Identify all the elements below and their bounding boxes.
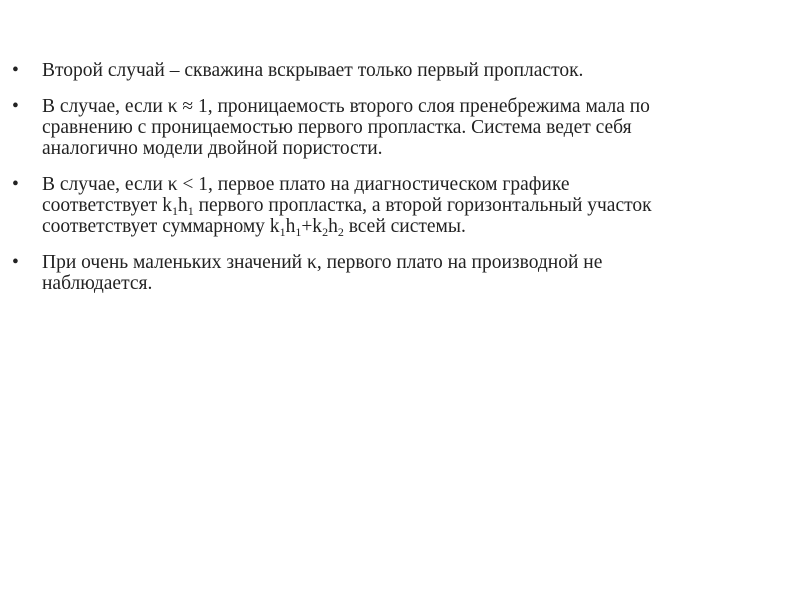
bullet-marker: • — [12, 96, 19, 117]
bullet-item — [12, 96, 782, 159]
text-run: соответствует k — [42, 195, 172, 216]
bullet-marker: • — [12, 252, 19, 273]
bullet-text-line — [42, 96, 782, 117]
subscript: 1 — [295, 225, 302, 239]
bullet-text-line — [42, 60, 782, 81]
text-run: В случае, если κ ≈ 1, проницаемость второго слоя пренебрежима мала по — [42, 96, 650, 117]
bullet-text-line — [42, 174, 782, 195]
bullet-item — [12, 252, 782, 294]
text-run: h — [177, 195, 188, 216]
text-run: всей системы. — [343, 216, 466, 237]
subscript: 2 — [337, 225, 344, 239]
subscript: 1 — [279, 225, 286, 239]
text-run: h — [328, 216, 338, 237]
text-run: сравнению с проницаемостью первого пропластка. Система ведет себя — [42, 117, 632, 138]
bullet-list — [12, 60, 782, 309]
bullet-item — [12, 60, 782, 81]
text-run: +k — [301, 216, 323, 237]
text-run: Второй случай – скважина вскрывает только первый пропласток. — [42, 60, 584, 81]
text-run: соответствует суммарному k — [42, 216, 280, 237]
text-run: наблюдается. — [42, 273, 153, 294]
bullet-text-line — [42, 138, 782, 159]
text-run: первого пропластка, а второй горизонтальный участок — [193, 195, 652, 216]
bullet-text-line — [42, 195, 782, 216]
bullet-marker: • — [12, 60, 19, 81]
subscript: 2 — [322, 225, 329, 239]
bullet-text-line — [42, 117, 782, 138]
bullet-text-line — [42, 252, 782, 273]
text-run: При очень маленьких значений κ, первого плато на производной не — [42, 252, 603, 273]
text-run: аналогично модели двойной пористости. — [42, 138, 383, 159]
bullet-text-line — [42, 216, 782, 237]
bullet-marker: • — [12, 174, 19, 195]
bullet-text-line — [42, 273, 782, 294]
text-run: h — [285, 216, 296, 237]
subscript: 1 — [187, 204, 194, 218]
subscript: 1 — [171, 204, 178, 218]
text-run: В случае, если κ < 1, первое плато на диагностическом графике — [42, 174, 570, 195]
bullet-item — [12, 174, 782, 237]
